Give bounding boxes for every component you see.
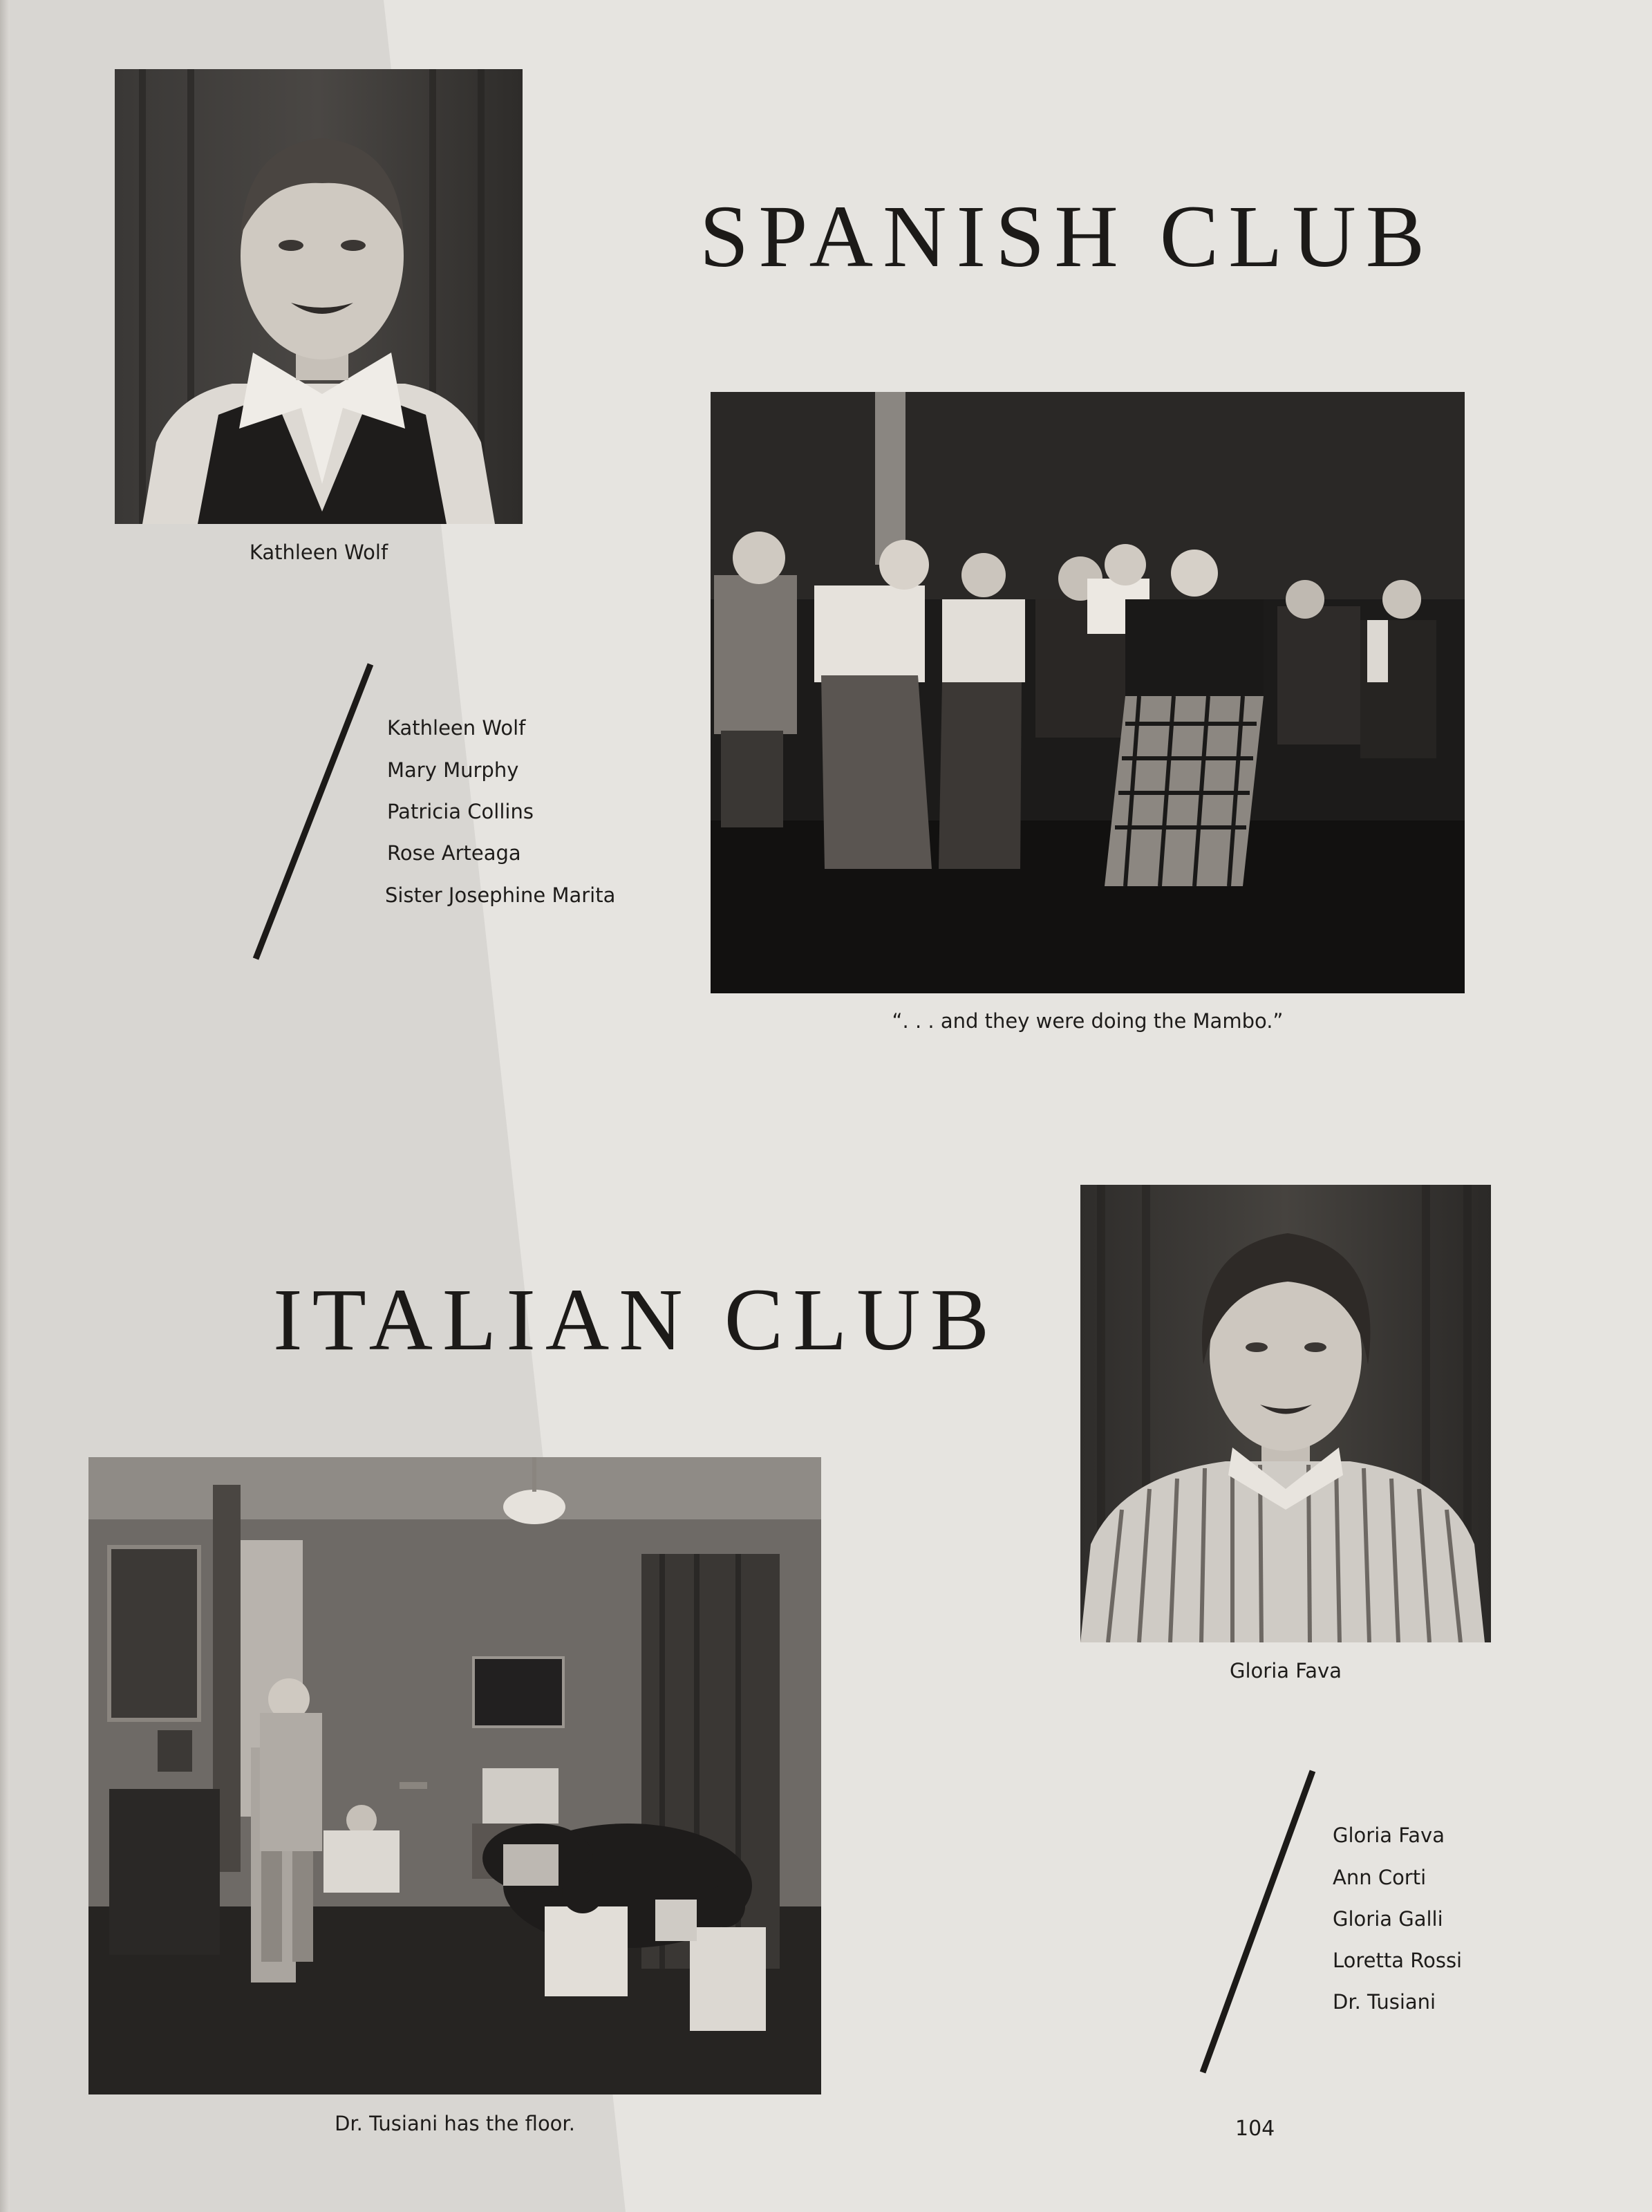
italian-club-title: ITALIAN CLUB [273,1271,999,1369]
spanish-officer-name: Mary Murphy [387,758,519,782]
italian-officer-name: Gloria Fava [1333,1824,1445,1847]
italian-president-caption: Gloria Fava [1230,1659,1342,1683]
italian-group-photo [88,1457,821,2094]
spanish-officer-name: Sister Josephine Marita [385,883,616,907]
italian-officer-name: Ann Corti [1333,1866,1427,1889]
italian-officer-name: Loretta Rossi [1333,1949,1463,1972]
spanish-group-photo [711,392,1465,993]
page-binding-edge [0,0,10,2212]
spanish-president-photo [115,69,523,524]
spanish-officers-divider [249,660,380,964]
spanish-officer-name: Rose Arteaga [387,841,521,865]
page-number: 104 [1235,2117,1275,2141]
spanish-officer-name: Patricia Collins [387,800,534,823]
italian-officers-divider [1196,1767,1320,2078]
spanish-president-caption: Kathleen Wolf [249,541,388,564]
spanish-group-caption: “. . . and they were doing the Mambo.” [892,1009,1284,1033]
italian-officer-name: Dr. Tusiani [1333,1990,1436,2014]
italian-officer-name: Gloria Galli [1333,1907,1443,1931]
spanish-officer-name: Kathleen Wolf [387,716,526,740]
spanish-club-title: SPANISH CLUB [700,187,1435,285]
italian-president-photo [1080,1185,1491,1642]
italian-group-caption: Dr. Tusiani has the floor. [335,2112,575,2135]
